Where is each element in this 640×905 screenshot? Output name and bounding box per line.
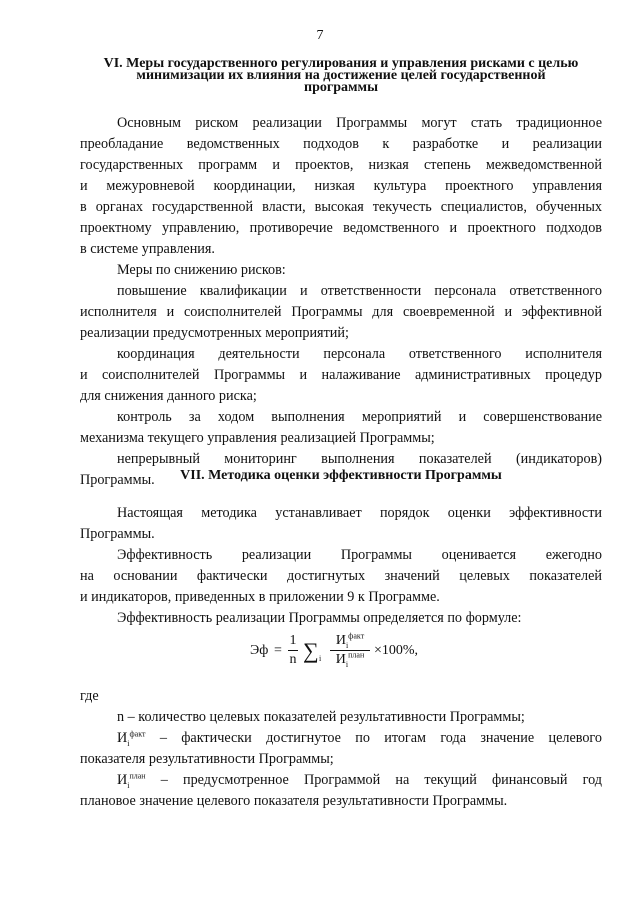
text-line: механизма текущего управления реализацией Программы; — [80, 430, 435, 446]
text-line: исполнителя и соисполнителей Программы для своевременной и эффективной — [80, 304, 602, 320]
text-line: показателя результативности Программы; — [80, 751, 334, 767]
index-i: i — [345, 659, 349, 669]
formula-n: n — [289, 652, 297, 667]
section-7-heading: VII. Методика оценки эффективности Программы — [180, 468, 502, 483]
text-line: Эффективность реализации Программы оценивается ежегодно — [117, 547, 602, 563]
definition-plan-line — [80, 770, 602, 791]
heading-line: минимизации их влияния на достижение целей государственной — [136, 68, 546, 83]
text-line: координация деятельности персонала ответственного исполнителя — [117, 346, 602, 362]
definition-plan-text: – предусмотренное Программой на текущий финансовый год — [145, 772, 602, 788]
formula-fraction-1-over-n — [288, 633, 298, 668]
text-line: реализации предусмотренных мероприятий; — [80, 325, 349, 341]
indicator-symbol: И — [117, 772, 128, 788]
efficiency-formula — [250, 630, 450, 678]
text-line: непрерывный мониторинг выполнения показателей (индикаторов) — [117, 451, 602, 467]
formula-times-100: ×100%, — [374, 643, 419, 658]
text-line: Программы. — [80, 472, 155, 488]
text-line: Программы. — [80, 526, 155, 542]
index-i: i — [345, 640, 349, 650]
formula-ratio — [330, 633, 370, 668]
heading-line: программы — [304, 80, 378, 95]
formula-sum-index: i — [319, 654, 322, 663]
section-6-body — [80, 113, 602, 491]
text-line: преобладание ведомственных подходов к разработке и реализации — [80, 136, 602, 152]
text-line: и соисполнителей Программы и налаживание административных процедур — [80, 367, 602, 383]
formula-lhs: Эф — [250, 643, 269, 658]
fact-superscript: факт — [348, 631, 365, 641]
section-6-heading — [80, 58, 602, 94]
text-line: Основным риском реализации Программы могут стать традиционное — [117, 115, 602, 131]
definition-n: n – количество целевых показателей результативности Программы; — [117, 709, 525, 725]
formula-equals: = — [274, 643, 282, 658]
section-7-body — [80, 503, 602, 629]
heading-line: VI. Меры государственного регулирования и управления рисками с целью — [103, 56, 579, 71]
definition-fact-line — [80, 728, 602, 749]
formula-one: 1 — [289, 633, 297, 648]
index-i: i — [127, 780, 130, 790]
text-line: и индикаторов, приведенных в приложении 9 к Программе. — [80, 589, 440, 605]
formula-denominator — [336, 652, 364, 668]
text-line: Настоящая методика устанавливает порядок оценки эффективности — [117, 505, 602, 521]
text-line: Эффективность реализации Программы определяется по формуле: — [117, 610, 522, 626]
formula-sum-sign: ∑ — [303, 638, 319, 663]
plan-superscript: план — [129, 771, 146, 781]
text-line: для снижения данного риска; — [80, 388, 257, 404]
indicator-symbol: И — [117, 730, 128, 746]
text-line: в органах государственной власти, высокая текучесть специалистов, обученных — [80, 199, 602, 215]
text-line: государственных программ и проектов, низкая степень межведомственной — [80, 157, 602, 173]
text-line: повышение квалификации и ответственности персонала ответственного — [117, 283, 602, 299]
plan-superscript: план — [348, 650, 365, 660]
definition-fact-text: – фактически достигнутое по итогам года значение целевого — [145, 730, 602, 746]
text-line: и межуровневой координации, низкая культура проектного управления — [80, 178, 602, 194]
indicator-symbol: И — [335, 652, 346, 667]
definitions-block — [80, 686, 602, 812]
page-number: 7 — [316, 28, 324, 43]
text-line: на основании фактически достигнутых значений целевых показателей — [80, 568, 602, 584]
fact-superscript: факт — [129, 729, 146, 739]
formula-numerator — [336, 633, 364, 649]
text-line: в системе управления. — [80, 241, 215, 257]
index-i: i — [127, 738, 130, 748]
fraction-bar — [288, 650, 298, 651]
text-line: проектному управлению, противоречие ведомственного и проектного подходов — [80, 220, 602, 236]
where-label: где — [80, 688, 99, 704]
text-line: Меры по снижению рисков: — [117, 262, 286, 278]
text-line: плановое значение целевого показателя результативности Программы. — [80, 793, 508, 809]
text-line: контроль за ходом выполнения мероприятий и совершенствование — [117, 409, 602, 425]
indicator-symbol: И — [335, 633, 346, 648]
